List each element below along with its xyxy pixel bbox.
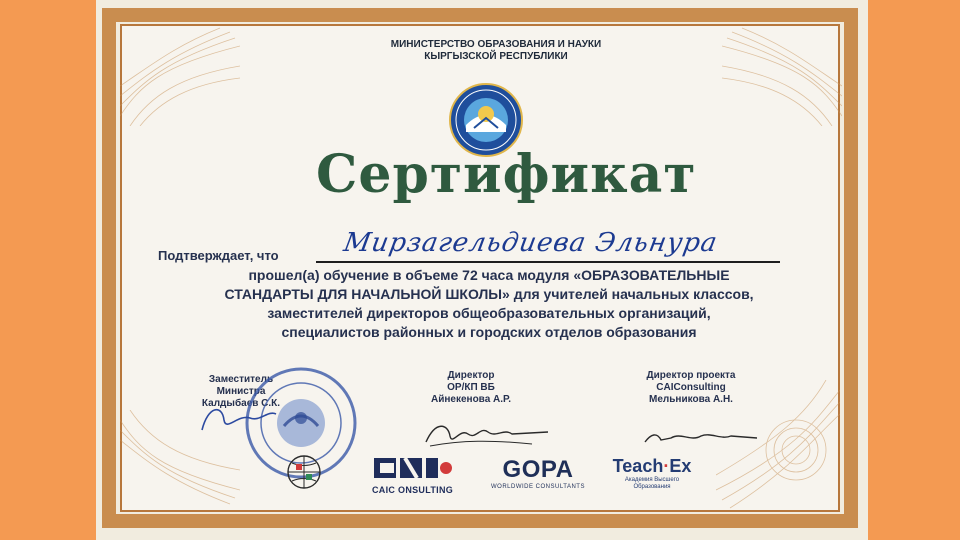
gopa-name: GOPA [502,456,574,483]
recipient-name: Мирзагельдиева Эльнура [341,228,721,258]
teach-ex-part-2: Ex [669,456,692,476]
signatory-role-2: Министра [216,386,266,397]
recipient-underline [316,261,780,263]
body-line-1: прошел(а) обучение в объеме 72 часа модуля «ОБРАЗОВАТЕЛЬНЫЕ [248,267,730,283]
teach-ex-sub-line-1: Академия Высшего [624,477,680,483]
signatory-project-director [621,370,761,406]
ministry-line-1: МИНИСТЕРСТВО ОБРАЗОВАНИЯ И НАУКИ [390,39,602,50]
ministry-line-2: КЫРГЫЗСКОЙ РЕСПУБЛИКИ [424,51,568,62]
teach-ex-subtitle [602,477,702,491]
certificate-paper [96,0,868,540]
teach-ex-part-1: Teach [612,456,664,476]
signatory-name: Айнекенова А.Р. [431,394,511,405]
body-line-4: специалистов районных и городских отделов образования [281,324,697,340]
caic-sub: ONSULTING [398,485,454,495]
globe-emblem-icon [286,454,322,490]
signature-project-director-icon [641,426,761,450]
signatory-role: Заместитель [208,374,274,385]
body-line-3: заместителей директоров общеобразовательных организаций, [267,305,711,321]
signature-deputy-minister-icon [198,400,278,436]
signatory-role: Директор проекта [646,370,736,381]
caic-consulting-logo [372,456,464,496]
confirm-label: Подтверждает, что [158,248,279,263]
signature-director-wb-icon [422,418,552,450]
certificate-body [142,266,836,342]
caic-mark-icon [372,456,462,480]
left-orange-band [0,0,96,540]
signatory-role-2: CAIConsulting [656,382,726,393]
body-line-2: СТАНДАРТЫ ДЛЯ НАЧАЛЬНОЙ ШКОЛЫ» для учителей начальных классов, [224,286,754,302]
teach-ex-name [602,456,702,477]
teach-ex-logo [602,456,702,496]
guilloche-top-left [120,26,240,126]
ministry-heading [376,39,616,63]
gopa-logo [488,456,588,496]
right-orange-band [868,0,960,540]
teach-ex-sub-line-2: Образования [633,484,671,490]
signatory-role-2: ОР/КП ВБ [447,382,495,393]
guilloche-top-right [722,26,842,126]
signatory-role: Директор [447,370,495,381]
certificate-title: Сертификат [316,144,697,205]
signatory-name: Калдыбаев С.К. [201,398,281,409]
gopa-sub: WORLDWIDE CONSULTANTS [491,484,585,490]
signatory-director-wb [401,370,541,406]
caic-text [372,485,464,495]
caic-name: CAIC [372,485,396,495]
teach-ex-dot: · [663,456,670,476]
signatory-name: Мельникова А.Н. [649,394,733,405]
